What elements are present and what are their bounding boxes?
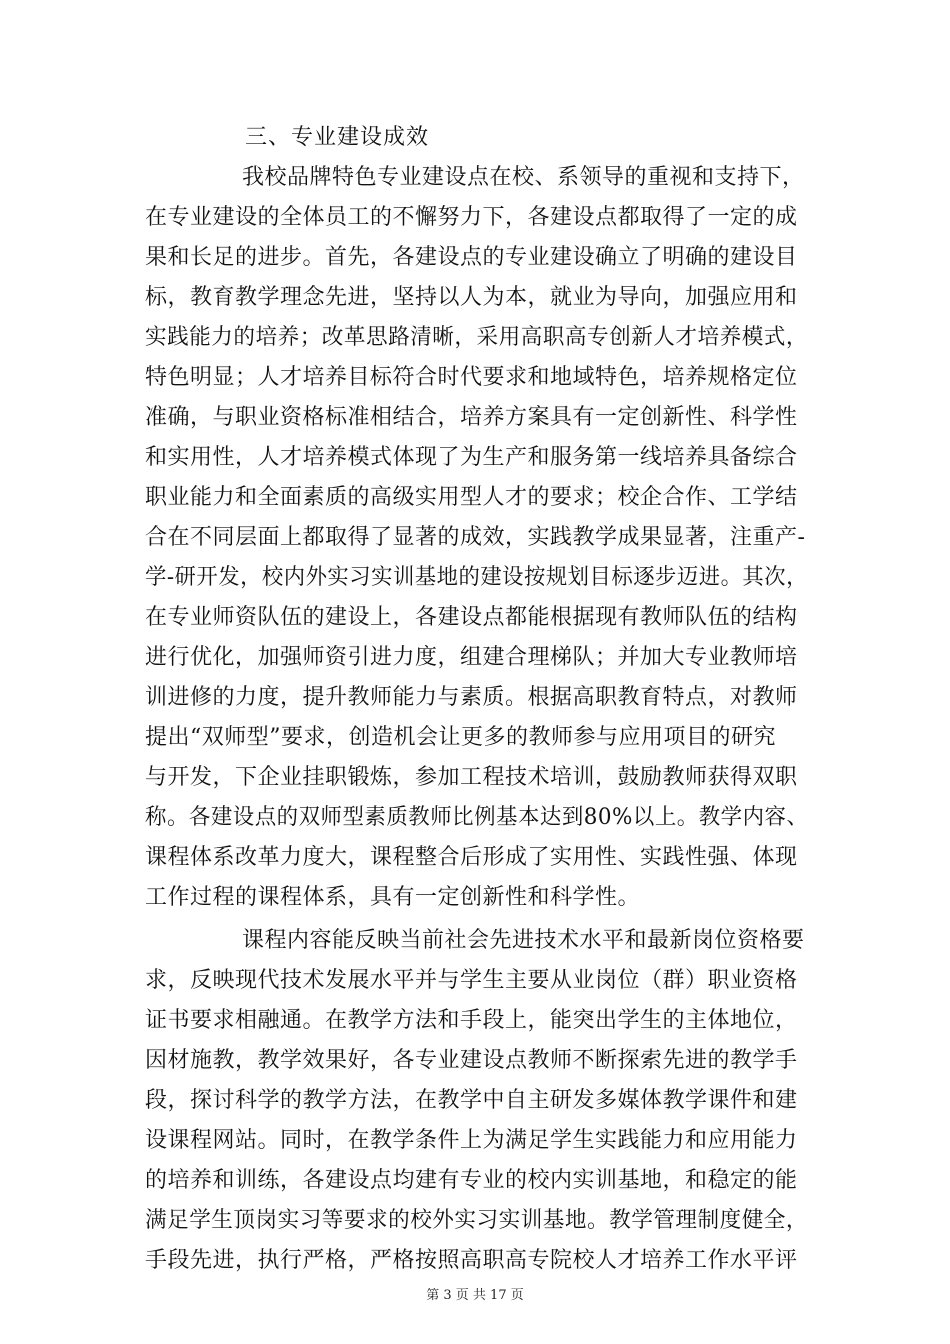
paragraph-1-line: 特色明显；人才培养目标符合时代要求和地域特色，培养规格定位 <box>145 365 798 390</box>
paragraph-2-line: 因材施教，教学效果好，各专业建设点教师不断探索先进的教学手 <box>145 1048 798 1073</box>
paragraph-1-line: 准确，与职业资格标准相结合，培养方案具有一定创新性、科学性 <box>145 405 798 430</box>
paragraph-1-line: 职业能力和全面素质的高级实用型人才的要求；校企合作、工学结 <box>145 485 798 510</box>
paragraph-1-line: 和实用性，人才培养模式体现了为生产和服务第一线培养具备综合 <box>145 445 798 470</box>
paragraph-1-line: 提出“双师型”要求，创造机会让更多的教师参与应用项目的研究 <box>145 725 776 750</box>
paragraph-1-line: 合在不同层面上都取得了显著的成效，实践教学成果显著，注重产- <box>145 525 806 550</box>
paragraph-2-line: 手段先进，执行严格，严格按照高职高专院校人才培养工作水平评 <box>145 1248 798 1273</box>
paragraph-2-line: 求，反映现代技术发展水平并与学生主要从业岗位（群）职业资格 <box>145 968 798 993</box>
paragraph-1-line: 在专业建设的全体员工的不懈努力下，各建设点都取得了一定的成 <box>145 205 798 230</box>
paragraph-1-line: 工作过程的课程体系，具有一定创新性和科学性。 <box>145 885 641 910</box>
page-number-footer: 第 3 页 共 17 页 <box>426 1288 524 1303</box>
paragraph-2-line: 证书要求相融通。在教学方法和手段上，能突出学生的主体地位， <box>145 1008 798 1033</box>
paragraph-1-line: 学-研开发，校内外实习实训基地的建设按规划目标逐步迈进。其次， <box>145 565 808 590</box>
paragraph-2-line: 满足学生顶岗实习等要求的校外实习实训基地。教学管理制度健全， <box>145 1208 809 1233</box>
paragraph-1-line: 课程体系改革力度大，课程整合后形成了实用性、实践性强、体现 <box>145 845 798 870</box>
paragraph-1-line: 进行优化，加强师资引进力度，组建合理梯队；并加大专业教师培 <box>145 645 798 670</box>
paragraph-1-line: 称。各建设点的双师型素质教师比例基本达到80%以上。教学内容、 <box>145 805 809 830</box>
paragraph-2-line: 设课程网站。同时，在教学条件上为满足学生实践能力和应用能力 <box>145 1128 798 1153</box>
section-heading: 三、专业建设成效 <box>245 125 430 150</box>
paragraph-2-line: 的培养和训练，各建设点均建有专业的校内实训基地，和稳定的能 <box>145 1168 798 1193</box>
paragraph-1-line: 果和长足的进步。首先，各建设点的专业建设确立了明确的建设目 <box>145 245 798 270</box>
paragraph-1-line: 实践能力的培养；改革思路清晰，采用高职高专创新人才培养模式， <box>145 325 809 350</box>
paragraph-1-line: 标，教育教学理念先进，坚持以人为本，就业为导向，加强应用和 <box>145 285 798 310</box>
paragraph-1-line: 我校品牌特色专业建设点在校、系领导的重视和支持下， <box>242 165 805 190</box>
paragraph-1-line: 在专业师资队伍的建设上，各建设点都能根据现有教师队伍的结构 <box>145 605 798 630</box>
paragraph-2-line: 段，探讨科学的教学方法，在教学中自主研发多媒体教学课件和建 <box>145 1088 798 1113</box>
paragraph-2-line: 课程内容能反映当前社会先进技术水平和最新岗位资格要 <box>242 928 805 953</box>
paragraph-1-line: 训进修的力度，提升教师能力与素质。根据高职教育特点，对教师 <box>145 685 798 710</box>
paragraph-1-line: 与开发，下企业挂职锻炼，参加工程技术培训，鼓励教师获得双职 <box>145 765 798 790</box>
